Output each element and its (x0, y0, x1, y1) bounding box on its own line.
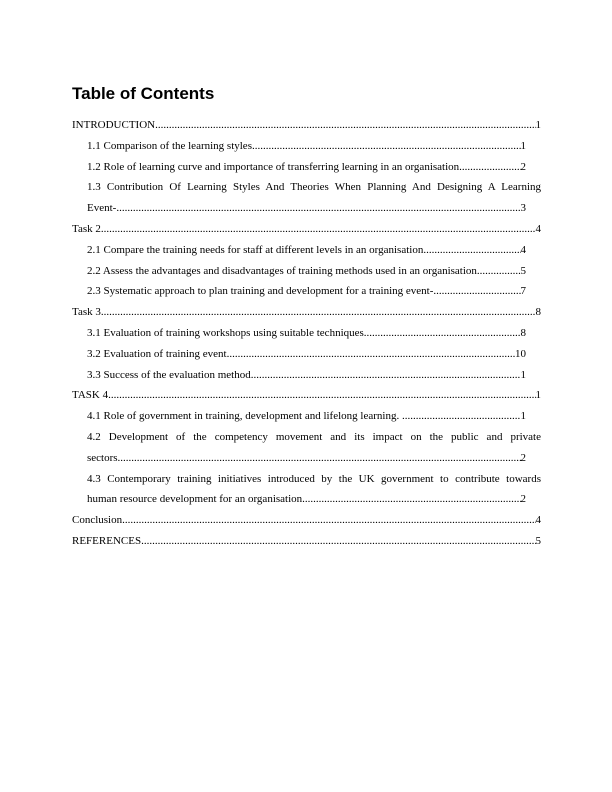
toc-entry-3-2[interactable] (72, 344, 541, 365)
toc-entry-text: 3.2 Evaluation of training event (87, 347, 227, 360)
toc-entry-page: 8 (520, 326, 526, 339)
toc-entry-text: Task 2 (72, 222, 101, 235)
toc-entry-text: 4.1 Role of government in training, development and lifelong learning. (87, 410, 402, 423)
toc-entry-4-3[interactable] (72, 469, 541, 490)
toc-entry-4-2-cont[interactable] (72, 448, 541, 469)
toc-entry-page: 4 (535, 222, 541, 235)
toc-entry-text: 1.3 Contribution Of Learning Styles And Theories When Planning And Designing A Learning (87, 181, 541, 194)
toc-entry-page: 10 (515, 347, 526, 360)
toc-entry-3-1[interactable] (72, 323, 541, 344)
toc-entry-page: 2 (520, 160, 526, 173)
toc-entry-page: 4 (520, 243, 526, 256)
toc-entry-task-3[interactable] (72, 302, 541, 323)
toc-entry-references[interactable] (72, 531, 541, 552)
toc-entry-text: INTRODUCTION (72, 119, 156, 131)
toc-entry-page: 2 (520, 451, 526, 464)
toc-entry-2-3[interactable] (72, 281, 541, 302)
toc-entry-1-3-cont[interactable] (72, 198, 541, 219)
toc-entry-text: 4.2 Development of the competency movement and its impact on the public and private (87, 430, 541, 443)
toc-entry-page: 1 (535, 119, 541, 131)
toc-entry-page: 8 (535, 306, 541, 319)
toc-entry-conclusion[interactable] (72, 510, 541, 531)
toc-entry-page: 5 (535, 534, 541, 547)
toc-entry-text: REFERENCES (72, 534, 142, 547)
toc-entry-3-3[interactable] (72, 365, 541, 386)
toc-entry-text: Conclusion (72, 514, 123, 527)
toc-entry-page: 7 (520, 285, 526, 298)
toc-entry-page: 4 (535, 514, 541, 527)
toc-entry-page: 1 (535, 389, 541, 402)
toc-entry-1-3[interactable] (72, 177, 541, 198)
toc-entry-page: 1 (520, 368, 526, 381)
toc-entry-text: TASK 4 (72, 389, 109, 402)
toc-entry-page: 2 (520, 493, 526, 506)
toc-entry-text: 3.1 Evaluation of training workshops using suitable techniques (87, 326, 364, 339)
toc-entry-text: 1.2 Role of learning curve and importance of transferring learning in an organisation (87, 160, 460, 173)
toc-entry-text: 3.3 Success of the evaluation method (87, 368, 251, 381)
toc-entry-1-1[interactable] (72, 136, 541, 157)
toc-entry-task-2[interactable] (72, 219, 541, 240)
toc-entry-text: 4.3 Contemporary training initiatives introduced by the UK government to contribute towards (87, 472, 541, 485)
toc-entry-4-2[interactable] (72, 427, 541, 448)
toc-entry-text: human resource development for an organisation (87, 493, 303, 506)
toc-entry-text: Event- (87, 202, 117, 215)
toc-entry-4-3-cont[interactable] (72, 489, 541, 510)
toc-entry-page: 3 (520, 202, 526, 215)
toc-entry-text: 1.1 Comparison of the learning styles (87, 139, 252, 152)
toc-entry-page: 5 (520, 264, 526, 277)
toc-entry-text: 2.2 Assess the advantages and disadvantages of training methods used in an organisation. (87, 264, 480, 277)
toc-entry-introduction[interactable] (72, 115, 541, 136)
toc-entry-text: 2.1 Compare the training needs for staff at different levels in an organisation (87, 243, 424, 256)
toc-entry-2-1[interactable] (72, 240, 541, 261)
toc-entry-page: 1 (520, 139, 526, 152)
toc-entry-text: sectors (87, 451, 118, 464)
toc-entry-task-4[interactable] (72, 385, 541, 406)
toc-list (72, 115, 541, 552)
toc-entry-1-2[interactable] (72, 157, 541, 178)
toc-entry-text: 2.3 Systematic approach to plan training and development for a training event- (87, 285, 434, 298)
toc-title: Table of Contents (72, 84, 215, 103)
toc-entry-page: 1 (520, 410, 526, 423)
toc-entry-2-2[interactable] (72, 261, 541, 282)
toc-entry-4-1[interactable] (72, 406, 541, 427)
toc-entry-text: Task 3 (72, 306, 101, 319)
